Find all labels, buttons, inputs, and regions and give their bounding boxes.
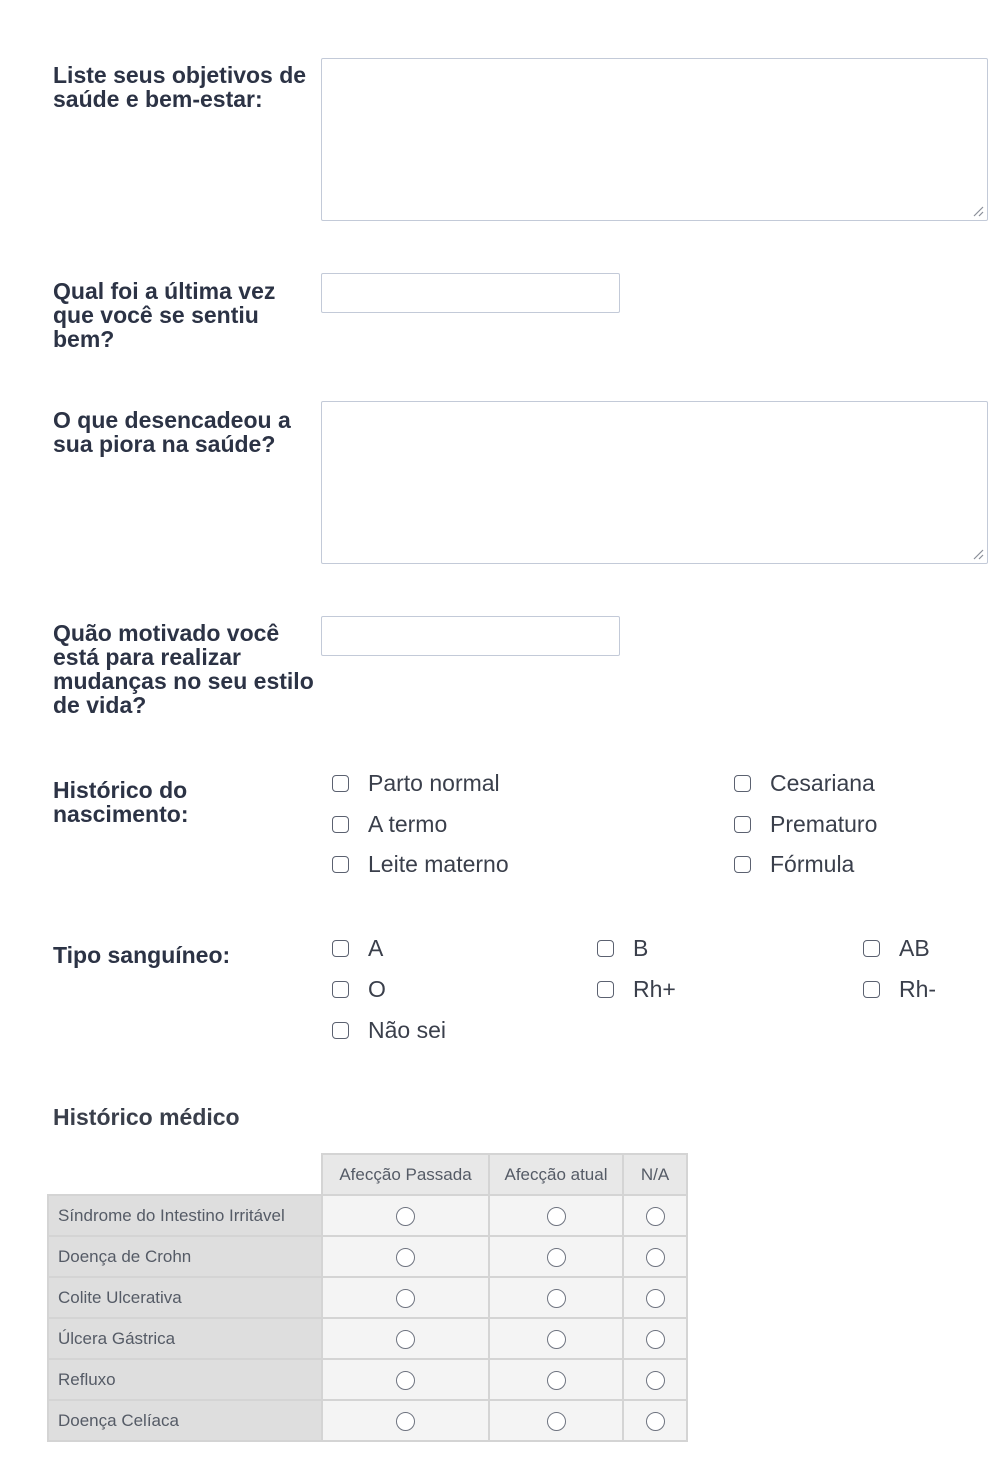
last-well-input[interactable] xyxy=(321,273,620,313)
option-label: A termo xyxy=(368,810,448,837)
option-label: Cesariana xyxy=(770,769,875,796)
option-label: A xyxy=(368,934,384,961)
last-well-label: Qual foi a última vez que você se sentiu bem? xyxy=(53,278,276,352)
radio-na[interactable] xyxy=(646,1248,665,1267)
table-row xyxy=(48,1359,687,1400)
checkbox[interactable] xyxy=(863,940,880,957)
radio-past[interactable] xyxy=(396,1412,415,1431)
option-label: AB xyxy=(899,934,930,961)
option-label: Não sei xyxy=(368,1016,446,1043)
radio-past[interactable] xyxy=(396,1330,415,1349)
motivation-input[interactable] xyxy=(321,616,620,656)
radio-current[interactable] xyxy=(547,1207,566,1226)
radio-na[interactable] xyxy=(646,1412,665,1431)
checkbox[interactable] xyxy=(332,856,349,873)
option-label: Parto normal xyxy=(368,769,500,796)
option-label: Rh+ xyxy=(633,975,676,1002)
blood-option-rh-negative[interactable] xyxy=(863,974,936,1004)
radio-na[interactable] xyxy=(646,1330,665,1349)
medical-history-matrix xyxy=(47,1153,688,1442)
goals-label: Liste seus objetivos de saúde e bem-estar: xyxy=(53,62,307,112)
checkbox[interactable] xyxy=(734,775,751,792)
option-label: B xyxy=(633,934,649,961)
option-label: O xyxy=(368,975,386,1002)
radio-current[interactable] xyxy=(547,1289,566,1308)
blood-type-label: Tipo sanguíneo: xyxy=(53,942,231,968)
trigger-label: O que desencadeou a sua piora na saúde? xyxy=(53,407,291,457)
row-label-ibs: Síndrome do Intestino Irritável xyxy=(48,1195,322,1236)
motivation-label: Quão motivado você está para realizar mudanças no seu estilo de vida? xyxy=(53,620,314,718)
radio-current[interactable] xyxy=(547,1412,566,1431)
column-header-na: N/A xyxy=(623,1154,687,1195)
blood-option-rh-positive[interactable] xyxy=(597,974,676,1004)
birth-history-label: Histórico do nascimento: xyxy=(53,777,189,827)
row-label-crohn: Doença de Crohn xyxy=(48,1236,322,1277)
blood-option-nao-sei[interactable] xyxy=(332,1015,446,1045)
checkbox[interactable] xyxy=(332,940,349,957)
birth-option-prematuro[interactable] xyxy=(734,809,877,839)
birth-option-parto-normal[interactable] xyxy=(332,768,500,798)
table-row xyxy=(48,1400,687,1441)
trigger-textarea[interactable] xyxy=(321,401,988,564)
birth-option-leite-materno[interactable] xyxy=(332,849,509,879)
table-row xyxy=(48,1277,687,1318)
radio-na[interactable] xyxy=(646,1289,665,1308)
birth-option-a-termo[interactable] xyxy=(332,809,447,839)
goals-textarea[interactable] xyxy=(321,58,988,221)
radio-current[interactable] xyxy=(547,1330,566,1349)
radio-past[interactable] xyxy=(396,1248,415,1267)
checkbox[interactable] xyxy=(332,816,349,833)
birth-option-formula[interactable] xyxy=(734,849,854,879)
option-label: Fórmula xyxy=(770,850,855,877)
column-header-current: Afecção atual xyxy=(489,1154,623,1195)
checkbox[interactable] xyxy=(332,775,349,792)
checkbox[interactable] xyxy=(332,1022,349,1039)
checkbox[interactable] xyxy=(597,981,614,998)
row-label-gastric-ulcer: Úlcera Gástrica xyxy=(48,1318,322,1359)
option-label: Rh- xyxy=(899,975,937,1002)
medical-history-title: Histórico médico xyxy=(53,1104,240,1130)
option-label: Leite materno xyxy=(368,850,509,877)
blood-option-ab[interactable] xyxy=(863,933,930,963)
birth-option-cesariana[interactable] xyxy=(734,768,875,798)
row-label-reflux: Refluxo xyxy=(48,1359,322,1400)
radio-past[interactable] xyxy=(396,1207,415,1226)
radio-current[interactable] xyxy=(547,1248,566,1267)
radio-na[interactable] xyxy=(646,1207,665,1226)
matrix-header-row xyxy=(48,1154,687,1195)
table-row xyxy=(48,1318,687,1359)
blood-option-a[interactable] xyxy=(332,933,383,963)
checkbox[interactable] xyxy=(734,816,751,833)
row-label-celiac: Doença Celíaca xyxy=(48,1400,322,1441)
table-row xyxy=(48,1195,687,1236)
radio-past[interactable] xyxy=(396,1289,415,1308)
row-label-colitis: Colite Ulcerativa xyxy=(48,1277,322,1318)
blood-option-o[interactable] xyxy=(332,974,386,1004)
column-header-past: Afecção Passada xyxy=(322,1154,489,1195)
checkbox[interactable] xyxy=(332,981,349,998)
checkbox[interactable] xyxy=(597,940,614,957)
blood-option-b[interactable] xyxy=(597,933,648,963)
checkbox[interactable] xyxy=(734,856,751,873)
radio-past[interactable] xyxy=(396,1371,415,1390)
table-row xyxy=(48,1236,687,1277)
option-label: Prematuro xyxy=(770,810,878,837)
resize-grip-icon[interactable] xyxy=(972,548,984,560)
resize-grip-icon[interactable] xyxy=(972,205,984,217)
matrix-corner xyxy=(48,1154,322,1195)
radio-current[interactable] xyxy=(547,1371,566,1390)
checkbox[interactable] xyxy=(863,981,880,998)
radio-na[interactable] xyxy=(646,1371,665,1390)
